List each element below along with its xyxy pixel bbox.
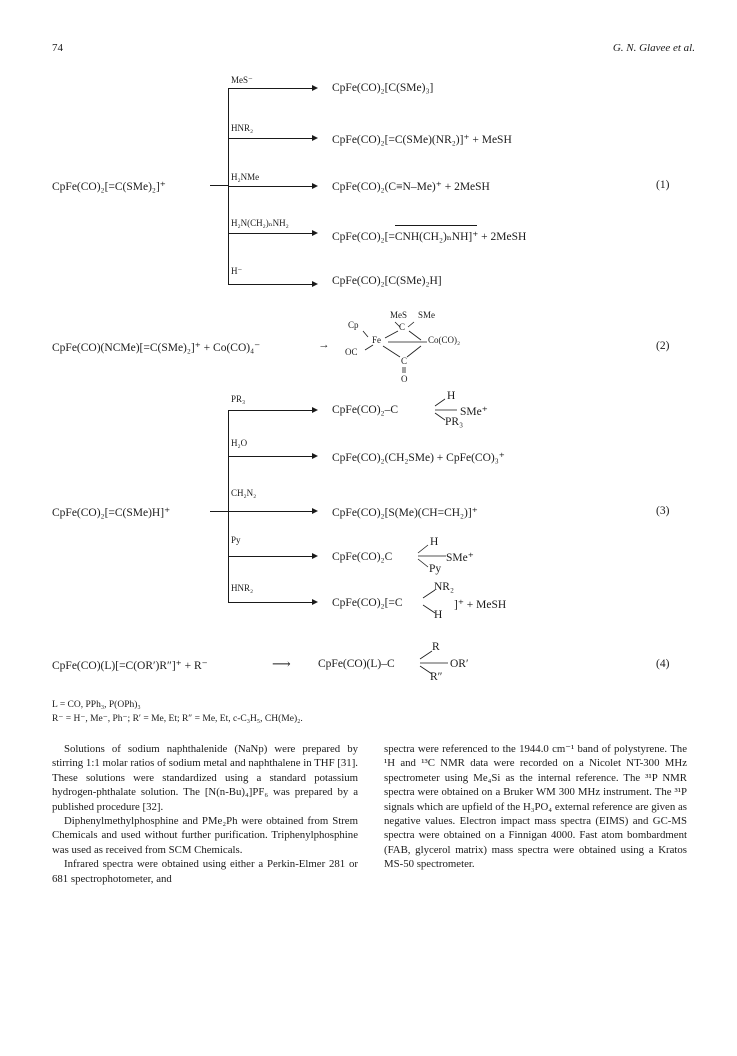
scheme4-product-down: R″ [430,671,443,683]
scheme1-arrow-2 [228,138,312,139]
scheme1-reagent-4: H₂N(CH₂)ₙNH₂ [231,218,289,228]
scheme3-reagent-5: HNR₂ [231,583,254,593]
page-number: 74 [52,42,63,54]
equation-number-2: (2) [656,340,670,352]
scheme3-product-1: CpFe(CO)₂–C [332,404,398,416]
arrow-head-icon [312,183,318,189]
scheme4-product-up: R [432,641,440,653]
label-cp: Cp [348,320,359,330]
scheme1-reagent-5: H⁻ [231,266,243,276]
scheme2-reactants: CpFe(CO)(NCMe)[=C(SMe)₂]⁺ + Co(CO)₄⁻ [52,342,261,354]
scheme3-vertical-bar [228,410,229,603]
scheme1-arrow-4 [228,233,312,234]
arrow-head-icon [312,553,318,559]
scheme1-arrow-3 [228,186,312,187]
scheme3-product-4: CpFe(CO)₂C [332,551,393,563]
scheme3-product-5-right: ]⁺ + MeSH [454,599,507,611]
arrow-head-icon [312,453,318,459]
scheme3-product-1-right: SMe⁺ [460,406,488,418]
running-author: G. N. Glavee et al. [612,42,695,54]
arrow-head-icon [312,135,318,141]
scheme3-product-3: CpFe(CO)₂[S(Me)(CH=CH₂)]⁺ [332,507,478,519]
scheme3-arrow-1 [228,410,312,411]
scheme1-product-2: CpFe(CO)₂[=C(SMe)(NR₂)]⁺ + MeSH [332,134,512,146]
equation-number-1: (1) [656,179,670,191]
ring-bond-line [395,225,477,226]
scheme1-product-5: CpFe(CO)₂[C(SMe)₂H] [332,275,442,287]
body-paragraph: spectra were referenced to the 1944.0 cm⁻¹ band of polystyrene. The ¹H and ¹³C NMR data were recorded on a Nicolet NT-300 MHz spectrometer using Me₄Si as the internal reference. The ³¹P NMR spectra were obtained on a Bruker WM 300 MHz instrument. The ³¹P signals which are upfield of the H₃PO₄ external reference are given as negative values. Electron impact mass spectra (EIMS) and GC-MS spectra were obtained on a Finnigan 4000. Fast atom bombardment (FAB, glycerol matrix) mass spectra were obtained using a Kratos MS-50 spectrometer. [384,743,687,871]
scheme3-product-4-up: H [430,536,439,548]
scheme3-arrow-3 [228,511,312,512]
label-fe: Fe [372,335,381,345]
scheme3-arrow-2 [228,456,312,457]
body-paragraph: Infrared spectra were obtained using either a Perkin-Elmer 281 or 681 spectrophotometer, and [52,858,358,885]
scheme1-reactant: CpFe(CO)₂[=C(SMe)₂]⁺ [52,181,166,193]
arrow-head-icon [312,407,318,413]
scheme3-product-5-down: H [434,609,443,621]
label-c-top: C [399,322,406,332]
scheme1-connector [210,185,228,186]
scheme3-product-1-down: PR₃ [445,416,464,428]
scheme4-arrow: ⟶ [272,656,291,671]
scheme3-reagent-1: PR₃ [231,394,246,404]
scheme2-arrow: → [318,339,330,351]
scheme3-connector [210,511,228,512]
scheme1-reagent-2: HNR₂ [231,123,254,133]
scheme3-product-2: CpFe(CO)₂(CH₂SMe) + CpFe(CO)₃⁺ [332,452,505,464]
scheme3-product-4-down: Py [429,563,442,575]
legend-line-1: L = CO, PPh₃, P(OPh)₃ [52,700,141,710]
scheme4-product: CpFe(CO)(L)–C [318,658,395,670]
scheme1-product-4: CpFe(CO)₂[=CNH(CH₂)ₙNH]⁺ + 2MeSH [332,231,527,243]
arrow-head-icon [312,599,318,605]
label-oc: OC [345,347,358,357]
equation-number-3: (3) [656,505,670,517]
arrow-head-icon [312,230,318,236]
scheme3-arrow-5 [228,602,312,603]
scheme1-arrow-1 [228,88,312,89]
arrow-head-icon [312,85,318,91]
scheme1-product-1: CpFe(CO)₂[C(SMe)₃] [332,82,434,94]
equation-number-4: (4) [656,658,670,670]
label-sme: SMe [418,310,436,320]
label-co-co2: Co(CO)₂ [428,335,461,345]
body-left-column [52,742,358,886]
scheme1-reagent-1: MeS⁻ [231,75,253,85]
scheme3-reagent-3: CH₂N₂ [231,488,257,498]
arrow-head-icon [312,508,318,514]
scheme3-reagent-4: Py [231,535,241,545]
scheme3-arrow-4 [228,556,312,557]
scheme4-reactants: CpFe(CO)(L)[=C(OR′)R″]⁺ + R⁻ [52,660,208,672]
body-paragraph: Solutions of sodium naphthalenide (NaNp) were prepared by stirring 1:1 molar ratios of sodium metal and naphthalene in THF [31]. These solutions were standardized using a standard potassium hydrogen-phthalate solution. The [N(n-Bu)₄]PF₆ was prepared by a published procedure [32]. [52,743,358,813]
scheme1-product-3: CpFe(CO)₂(C≡N–Me)⁺ + 2MeSH [332,181,490,193]
scheme3-product-5: CpFe(CO)₂[=C [332,597,403,609]
label-c-bottom: C [401,356,408,366]
scheme3-reagent-2: H₂O [231,438,248,448]
scheme3-product-1-up: H [447,390,456,402]
legend-line-2: R⁻ = H⁻, Me⁻, Ph⁻; R′ = Me, Et; R″ = Me, Et, c-C₃H₅, CH(Me)₂. [52,714,303,724]
scheme3-reactant: CpFe(CO)₂[=C(SMe)H]⁺ [52,507,171,519]
scheme1-reagent-3: H₂NMe [231,172,260,182]
label-mes: MeS [390,310,408,320]
scheme1-arrow-5 [228,284,312,285]
scheme3-product-4-right: SMe⁺ [446,552,474,564]
label-o: O [401,374,408,384]
body-right-column [384,742,687,872]
scheme4-product-right: OR′ [450,658,469,670]
body-paragraph: Diphenylmethylphosphine and PMe₂Ph were obtained from Strem Chemicals and used without further purification. Triphenylphosphine was used as received from SCM Chemicals. [52,815,358,856]
arrow-head-icon [312,281,318,287]
scheme3-product-5-up: NR₂ [434,581,454,593]
